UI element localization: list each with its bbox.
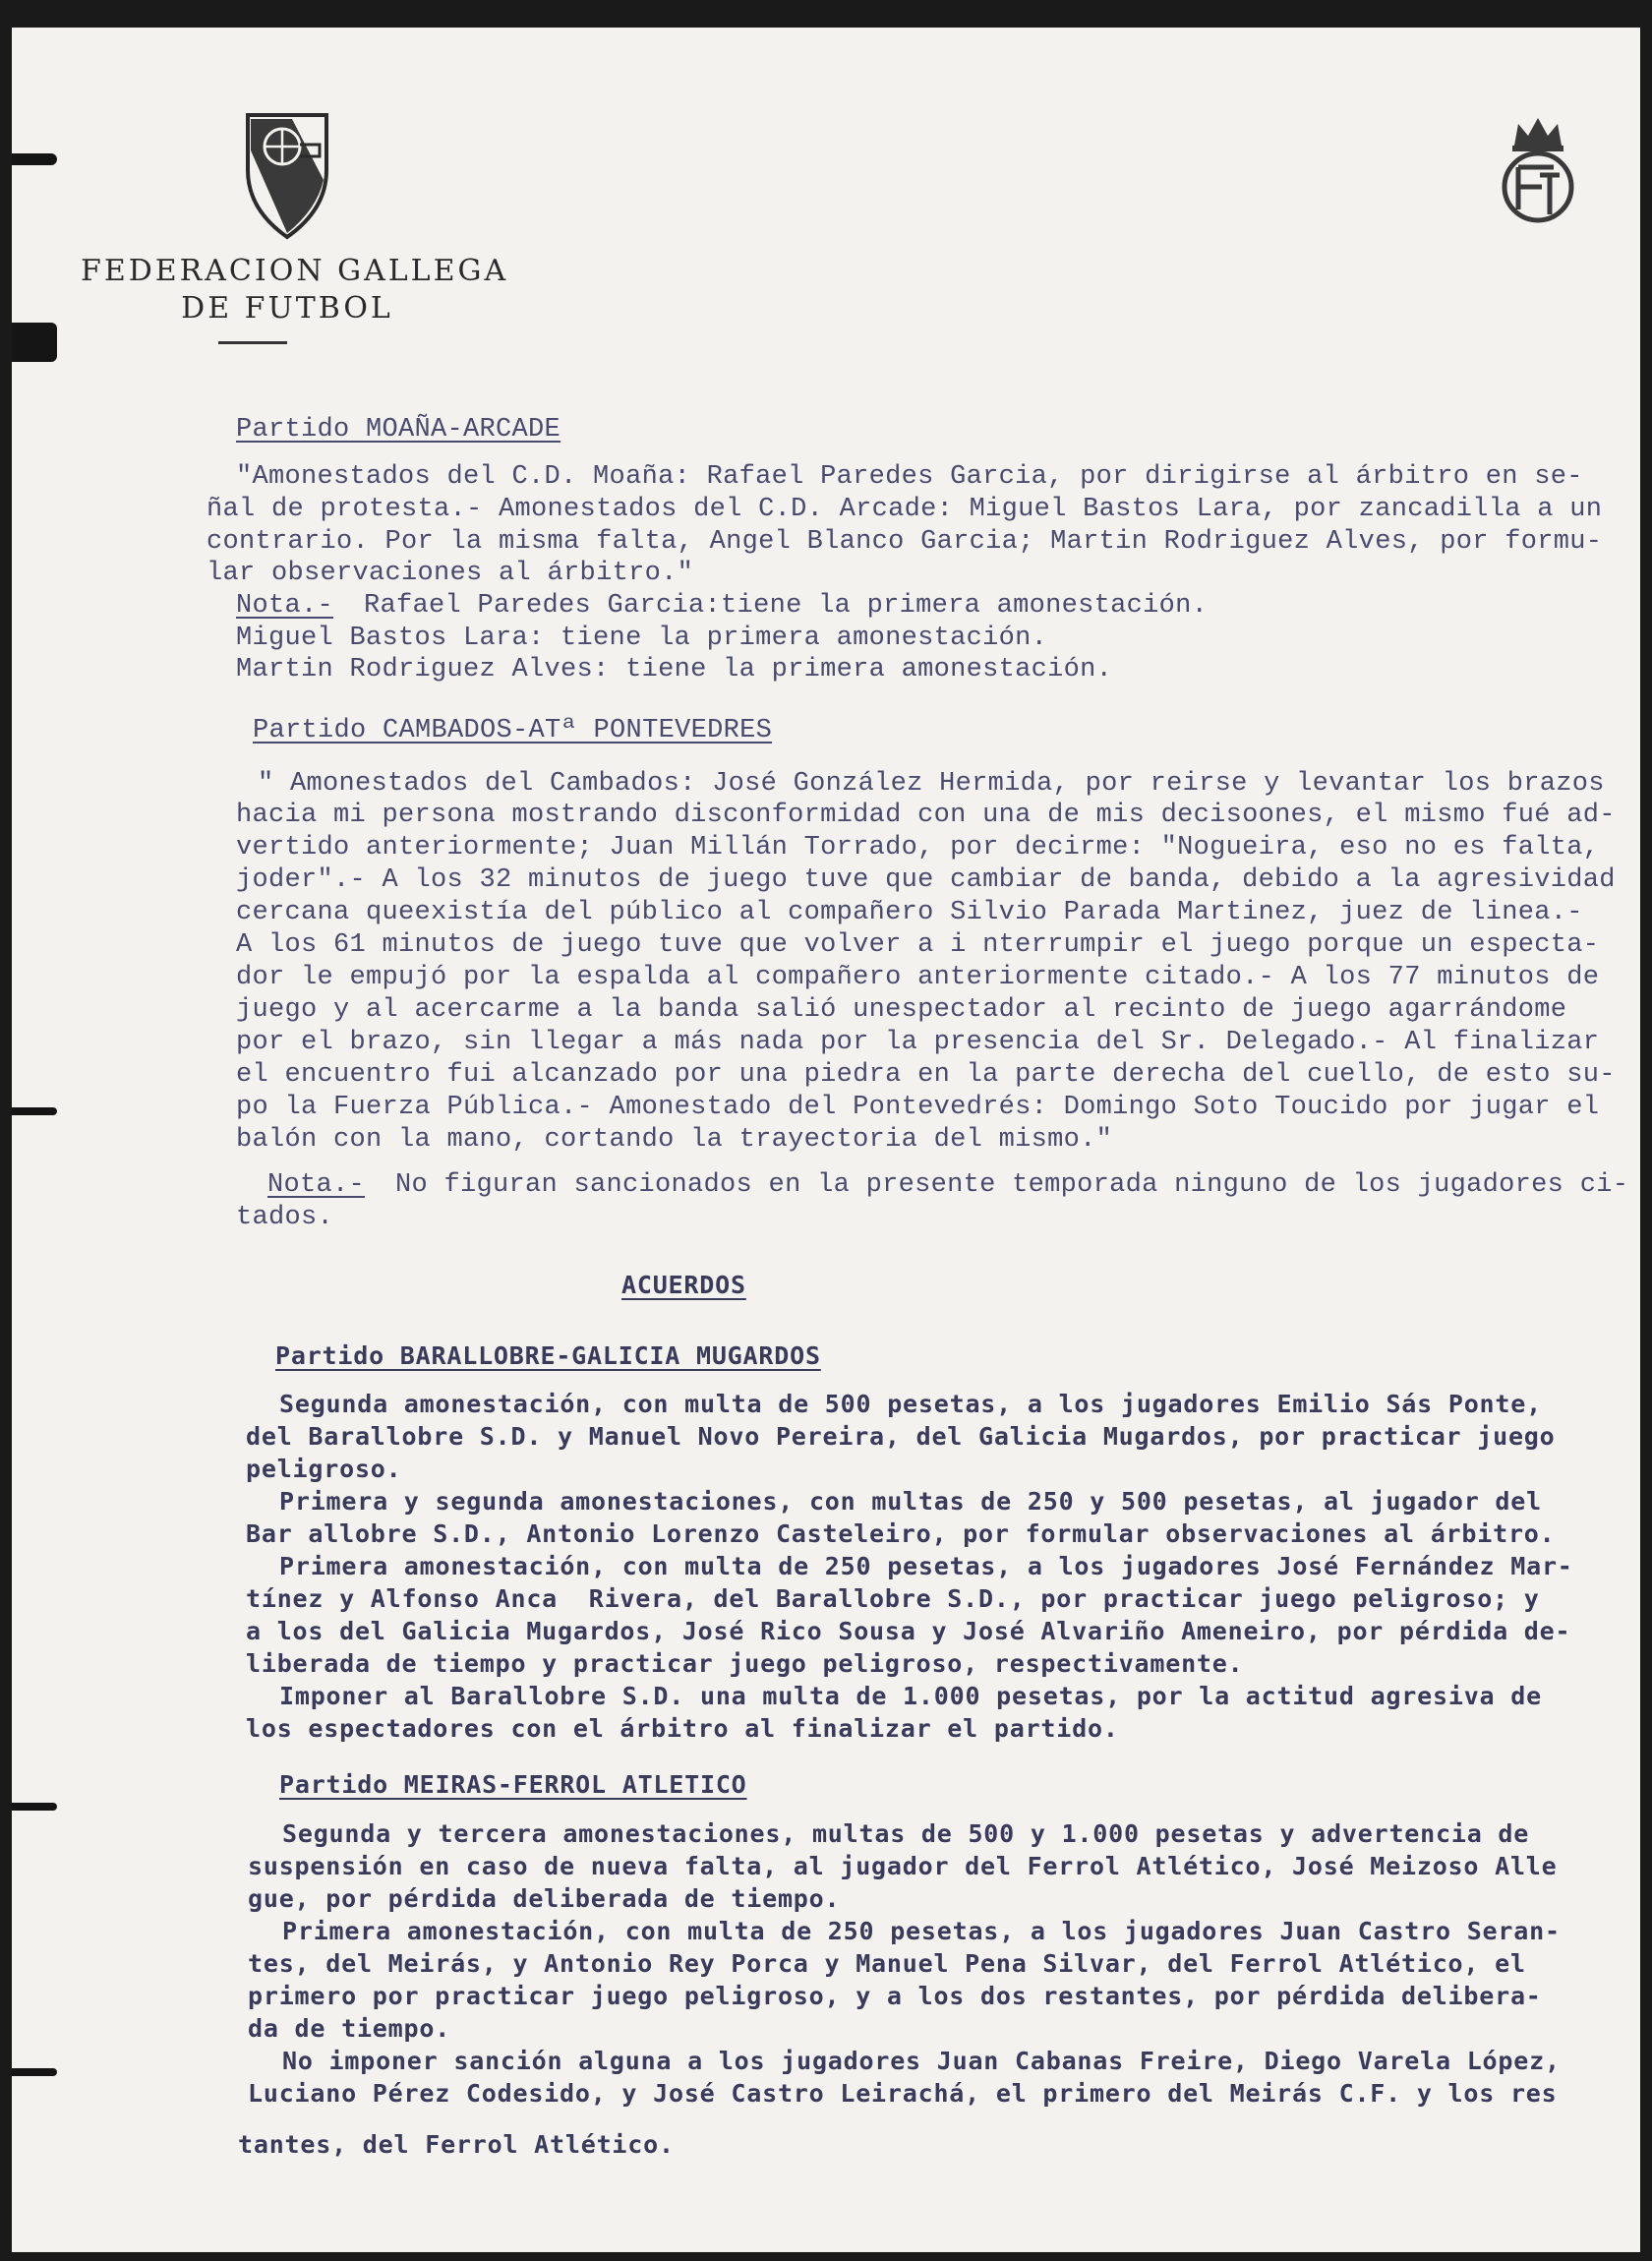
body-line: Bar allobre S.D., Antonio Lorenzo Casteleiro, por formular observaciones al árbitro.: [246, 1519, 1556, 1548]
body-line: Primera amonestación, con multa de 250 pesetas, a los jugadores José Fernández Mar-: [279, 1552, 1573, 1580]
body-line: tínez y Alfonso Anca Rivera, del Barallobre S.D., por practicar juego peligroso; y: [246, 1584, 1540, 1613]
note-line: Miguel Bastos Lara: tiene la primera amonestación.: [236, 624, 1048, 653]
body-line: po la Fuerza Pública.- Amonestado del Pontevedrés: Domingo Soto Toucido por jugar el: [236, 1093, 1600, 1122]
note-line: tados.: [236, 1203, 334, 1232]
document-page: [12, 28, 1640, 2252]
punch-hole-mark: [12, 1107, 57, 1115]
org-name-line2: DE FUTBOL: [181, 291, 393, 326]
body-line: contrario. Por la misma falta, Angel Blanco Garcia; Martin Rodriguez Alves, por formu-: [206, 527, 1603, 557]
body-line: cercana queexistía del público al compañero Silvio Parada Martinez, juez de linea.-: [236, 898, 1583, 927]
body-line: suspensión en caso de nueva falta, al jugador del Ferrol Atlético, José Meizoso Alle: [248, 1852, 1558, 1880]
body-line: peligroso.: [246, 1455, 402, 1483]
body-line: por el brazo, sin llegar a más nada por la presencia del Sr. Delegado.- Al finalizar: [236, 1028, 1600, 1057]
org-name-line1: FEDERACION GALLEGA: [81, 254, 509, 288]
punch-hole-mark: [12, 153, 57, 165]
federation-shield-icon: [243, 111, 331, 241]
note-label: Nota.-: [267, 1170, 366, 1200]
acuerdos-title: ACUERDOS: [621, 1271, 746, 1299]
body-line: Primera y segunda amonestaciones, con multas de 250 y 500 pesetas, al jugador del: [279, 1487, 1542, 1516]
body-line: balón con la mano, cortando la trayectoria del mismo.": [236, 1125, 1113, 1155]
letterhead: [81, 111, 509, 344]
note-line: Martin Rodriguez Alves: tiene la primera amonestación.: [236, 655, 1113, 684]
section-heading: Partido BARALLOBRE-GALICIA MUGARDOS: [275, 1341, 821, 1370]
body-line: ñal de protesta.- Amonestados del C.D. Arcade: Miguel Bastos Lara, por zancadilla a un: [206, 495, 1603, 524]
body-line: " Amonestados del Cambados: José González Hermida, por reirse y levantar los brazos: [258, 769, 1605, 799]
section-heading: Partido MEIRAS-FERROL ATLETICO: [279, 1770, 747, 1799]
body-line: Segunda y tercera amonestaciones, multas de 500 y 1.000 pesetas y advertencia de: [282, 1819, 1530, 1848]
body-line: del Barallobre S.D. y Manuel Novo Pereira, del Galicia Mugardos, por practicar juego: [246, 1422, 1556, 1451]
body-line: vertido anteriormente; Juan Millán Torrado, por decirme: "Nogueira, eso no es falta,: [236, 833, 1600, 863]
section-heading: Partido MOAÑA-ARCADE: [236, 415, 561, 445]
section-heading: Partido CAMBADOS-ATª PONTEVEDRES: [253, 716, 773, 745]
body-line: Imponer al Barallobre S.D. una multa de 1.000 pesetas, por la actitud agresiva de: [279, 1682, 1542, 1710]
punch-hole-mark: [12, 323, 57, 362]
body-line: primero por practicar juego peligroso, y a los dos restantes, por pérdida delibera-: [248, 1982, 1542, 2010]
body-line: Segunda amonestación, con multa de 500 pesetas, a los jugadores Emilio Sás Ponte,: [279, 1390, 1542, 1418]
body-line: Primera amonestación, con multa de 250 pesetas, a los jugadores Juan Castro Seran-: [282, 1917, 1561, 1945]
body-line: Luciano Pérez Codesido, y José Castro Leirachá, el primero del Meirás C.F. y los res: [248, 2079, 1558, 2108]
note-label: Nota.-: [236, 591, 334, 621]
body-line: a los del Galicia Mugardos, José Rico Sousa y José Alvariño Ameneiro, por pérdida de-: [246, 1617, 1571, 1645]
punch-hole-mark: [12, 1803, 57, 1811]
body-line: el encuentro fui alcanzado por una piedra en la parte derecha del cuello, de esto su-: [236, 1060, 1616, 1090]
crown-crest-icon: [1497, 116, 1579, 224]
body-line: liberada de tiempo y practicar juego peligroso, respectivamente.: [246, 1649, 1244, 1678]
body-line: da de tiempo.: [248, 2014, 451, 2043]
body-line: dor le empujó por la espalda al compañero anteriormente citado.- A los 77 minutos de: [236, 963, 1600, 992]
body-line: los espectadores con el árbitro al finalizar el partido.: [246, 1714, 1119, 1743]
body-line: lar observaciones al árbitro.": [206, 559, 694, 588]
body-line: "Amonestados del C.D. Moaña: Rafael Paredes Garcia, por dirigirse al árbitro en se-: [236, 462, 1583, 492]
letterhead-rule: [218, 341, 287, 344]
body-line: hacia mi persona mostrando disconformidad con una de mis decisoones, el mismo fué ad-: [236, 801, 1616, 830]
body-line: tes, del Meirás, y Antonio Rey Porca y Manuel Pena Silvar, del Ferrol Atlético, el: [248, 1949, 1526, 1978]
body-line: juego y al acercarme a la banda salió unespectador al recinto de juego agarrándome: [236, 995, 1567, 1025]
note-line: Rafael Paredes Garcia:tiene la primera amonestación.: [364, 591, 1209, 621]
note-line: No figuran sancionados en la presente temporada ninguno de los jugadores ci-: [395, 1170, 1629, 1200]
body-line: joder".- A los 32 minutos de juego tuve que cambiar de banda, debido a la agresividad: [236, 865, 1616, 895]
body-line: tantes, del Ferrol Atlético.: [238, 2130, 675, 2159]
body-line: No imponer sanción alguna a los jugadores Juan Cabanas Freire, Diego Varela López,: [282, 2047, 1561, 2075]
body-line: A los 61 minutos de juego tuve que volver a i nterrumpir el juego porque un especta-: [236, 930, 1600, 960]
punch-hole-mark: [12, 2068, 57, 2076]
body-line: gue, por pérdida deliberada de tiempo.: [248, 1884, 841, 1913]
